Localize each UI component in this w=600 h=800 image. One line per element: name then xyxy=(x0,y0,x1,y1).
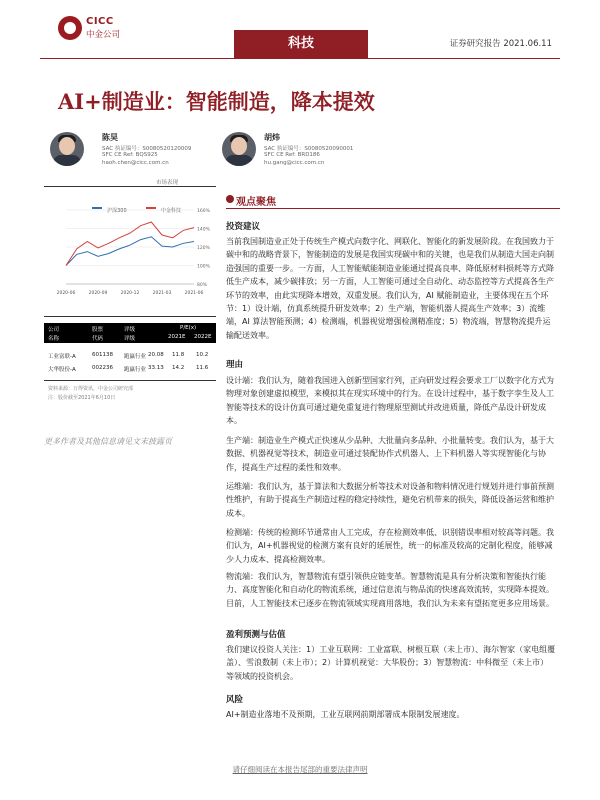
cell-rating: 跑赢行业 xyxy=(124,354,147,360)
analyst-name: 胡炜 xyxy=(264,133,280,142)
table-row xyxy=(48,352,216,362)
performance-chart xyxy=(44,206,216,306)
table-bottom-rule xyxy=(44,380,216,381)
cell-rating: 跑赢行业 xyxy=(124,367,147,373)
legend-label-2: 中金科技 xyxy=(160,208,181,214)
risk-body: AI+制造业落地不及预期，工业互联网前期部署成本限制发展速度。 xyxy=(226,710,465,719)
cell-pe-2022: 10.2 xyxy=(196,352,209,358)
report-title: AI+制造业：智能制造，降本提效 xyxy=(58,89,375,114)
y-tick-label: 160% xyxy=(197,209,210,214)
investment-heading: 投资建议 xyxy=(226,222,261,232)
table-header: 公司 xyxy=(48,327,60,333)
analyst-sfc: SFC CE Ref: BRD186 xyxy=(264,152,320,158)
x-tick-label: 2020-12 xyxy=(120,291,140,296)
logo-text-cn: 中金公司 xyxy=(86,30,121,40)
section-title: 观点聚焦 xyxy=(236,197,276,208)
section-divider xyxy=(226,208,560,209)
analyst-sac: SAC 执证编号：S0080520090001 xyxy=(264,146,354,152)
chart-top-rule xyxy=(44,186,216,187)
reason-logistics: 物流端：我们认为，智慧物流有望引领供应链变革。智慧物流是具有分析决策和智能执行能力、高度智能化和自动化的物流系统，通过信息流与物品流的快速高效流转，实现降本提效。目前，人工智能技术已逐步在物流领域实现商用落地，我们认为未来有望拓宽更多应用场景。 xyxy=(226,572,554,608)
y-tick-label: 100% xyxy=(197,264,210,270)
risk-heading: 风险 xyxy=(226,695,244,705)
reason-inspection: 检测端：传统的检测环节通常由人工完成，存在检测效率低、识别错误率相对较高等问题。我们认为，AI+机器视觉的检测方案有良好的延展性，统一的标准及较高的定制化程度，能够减少人力成本、提高检测效率。 xyxy=(226,528,554,564)
x-tick-label: 2020-06 xyxy=(56,291,76,296)
y-tick-label: 140% xyxy=(197,227,210,233)
table-header: 2021E xyxy=(168,334,186,340)
analyst-email[interactable]: hu.gang@cicc.com.cn xyxy=(264,160,325,166)
cell-ticker: 002236 xyxy=(92,365,113,371)
cicc-logo-icon xyxy=(58,16,82,40)
analyst-card-2 xyxy=(222,132,372,172)
reason-production: 生产端：制造业生产模式正快速从少品种、大批量向多品种、小批量转变。我们认为，基于大数据、机器视觉等技术，制造业可通过装配协作式机器人、上下料机器人等实现智能化与协作，提高生产过程的柔性和效率。 xyxy=(226,436,554,472)
analyst-name: 陈昊 xyxy=(102,133,118,142)
investment-body: 当前我国制造业正处于传统生产模式向数字化、网联化、智能化的新发展阶段。在我国致力于碳中和的战略背景下，智能制造的发展是我国实现碳中和的关键，也是我们从制造大国走向制造强国的重要一步。一方面，人工智能赋能制造业能通过提高良率、降低原材料损耗等方式降低生产成本，减少碳排放；另一方面，人工智能可通过全自动化、动态监控等方式提高各生产环节的效率，由此实现降本增效，双重发展。我们认为，AI 赋能制造业，主要体现在五个环节：1）设计端，仿真系统提升研发效率；2）生产端，智能机器人提高生产效率；3）流维端，AI 算法智能预测；4）检测端，机器视觉增强检测精准度；5）物流端，智慧物流提升运输配送效率。 xyxy=(226,237,554,340)
avatar xyxy=(50,132,84,166)
chart-note: 市场表现 xyxy=(156,180,179,186)
x-tick-label: 2021-03 xyxy=(152,291,172,296)
table-header: 股票 xyxy=(92,327,104,333)
cell-price: 20.08 xyxy=(148,352,164,358)
table-header: 评级 xyxy=(124,336,136,342)
x-tick-label: 2021-06 xyxy=(184,291,204,296)
reason-operations: 运维端：我们认为，基于算法和大数据分析等技术对设备和物料情况进行规划并进行事前预测性维护，有助于提高生产制造过程的稳定持续性，避免宕机带来的损失，降低设备运营和维护成本。 xyxy=(226,482,554,518)
sector-tab: 科技 xyxy=(234,30,368,58)
table-row xyxy=(48,365,216,375)
report-type-date: 证券研究报告 2021.06.11 xyxy=(449,39,552,49)
section-bullet-icon xyxy=(226,195,234,203)
chart-bottom-rule xyxy=(44,316,216,317)
y-tick-label: 120% xyxy=(197,246,210,251)
logo-text-en: CICC xyxy=(86,16,114,27)
legend-label-1: 沪深300 xyxy=(107,208,127,214)
cell-ticker: 601138 xyxy=(92,352,113,358)
cell-price: 33.13 xyxy=(148,365,164,371)
forecast-heading: 盈利预测与估值 xyxy=(226,630,286,640)
table-source-note: 资料来源：万得资讯，中金公司研究部 xyxy=(48,386,134,392)
cicc-logo xyxy=(58,16,138,42)
analyst-sac: SAC 执证编号：S0080520120009 xyxy=(102,146,192,152)
table-header: 代码 xyxy=(92,336,104,342)
header-divider xyxy=(40,58,560,59)
series-line-1 xyxy=(66,237,194,266)
reasons-heading: 理由 xyxy=(226,360,244,370)
table-date-note: 注：股价截至2021年6月10日 xyxy=(48,395,116,401)
cell-pe-2022: 11.6 xyxy=(196,365,209,371)
reason-design: 设计端：我们认为，随着我国进入创新型国家行列，正向研发过程会要求工厂以数字化方式为物理对象创建虚拟模型，来模拟其在现实环境中的行为。在设计过程中，基于数字孪生及人工智能等技术的设计仿真可通过避免重复进行物理原型测试并改进质量，降低产品设计研发成本。 xyxy=(226,376,554,426)
table-header: 2022E xyxy=(194,334,212,340)
analyst-email[interactable]: haoh.chen@cicc.com.cn xyxy=(102,160,169,166)
analyst-card-1 xyxy=(50,132,200,172)
legal-disclaimer-link[interactable]: 请仔细阅读在本报告尾部的重要法律声明 xyxy=(232,765,368,774)
cell-company: 工业富联-A xyxy=(48,354,76,360)
table-header: 名称 xyxy=(48,336,60,342)
cell-pe-2021: 11.8 xyxy=(172,352,185,358)
x-tick-label: 2020-09 xyxy=(88,291,108,296)
cell-pe-2021: 14.2 xyxy=(172,365,185,371)
more-info-link[interactable]: 更多作者及其他信息请见文末披露页 xyxy=(44,437,172,446)
cell-company: 大华股份-A xyxy=(48,367,76,373)
avatar xyxy=(222,132,256,166)
forecast-body: 我们建议投资人关注：1）工业互联网：工业富联、树根互联（未上市）、海尔智家（家电组覆盖）、雪浪数制（未上市）；2）计算机视觉：大华股份；3）智慧物流：中科微至（未上市）等领域的投资机会。 xyxy=(226,645,556,681)
y-tick-label: 80% xyxy=(197,283,208,288)
analyst-sfc: SFC CE Ref: BQS925 xyxy=(102,152,158,158)
table-header: 评级 xyxy=(124,327,136,333)
table-header: P/E(x) xyxy=(180,325,197,331)
